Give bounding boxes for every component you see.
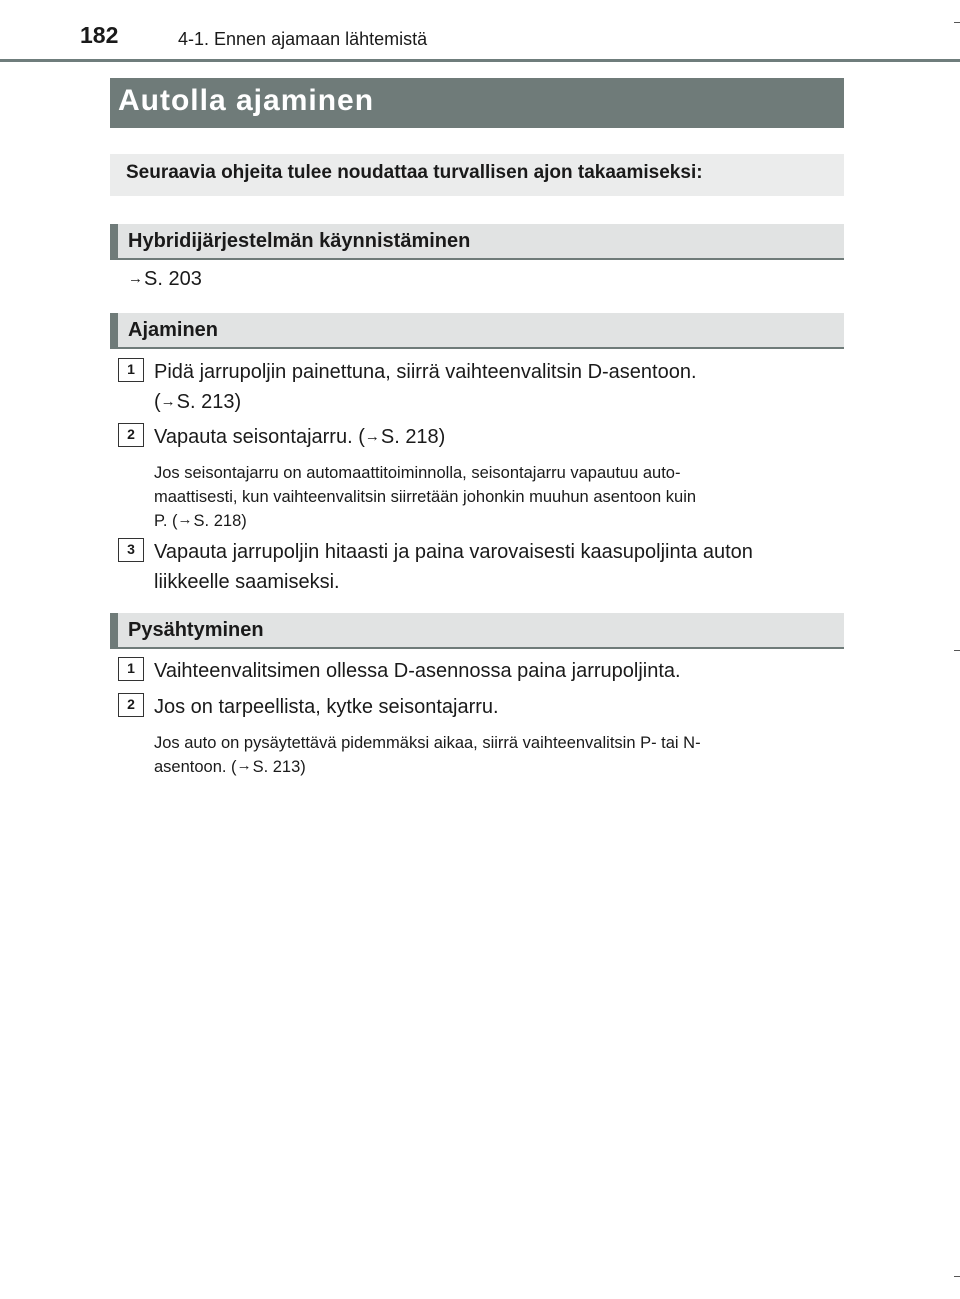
crop-mark: [954, 1276, 960, 1277]
reference-text: S. 213): [252, 758, 306, 776]
step-line: (→S. 213): [154, 387, 844, 419]
reference-text: S. 203: [144, 268, 202, 290]
page-reference[interactable]: [128, 268, 202, 291]
reference-text: S. 213): [176, 391, 242, 413]
intro-box: [110, 154, 844, 196]
note-line: asentoon. (→S. 213): [154, 755, 838, 780]
step-line: liikkeelle saamiseksi.: [154, 571, 340, 593]
arrow-right-icon: →: [177, 511, 193, 528]
crop-mark: [954, 22, 960, 23]
step-line: Vapauta jarrupoljin hitaasti ja paina varovaisesti kaasupoljinta auton: [154, 541, 753, 563]
header-rule: [0, 59, 960, 62]
step-text: Jos on tarpeellista, kytke seisontajarru.: [154, 696, 499, 718]
subheading-text: Ajaminen: [128, 319, 219, 341]
step-number-badge: 1: [118, 358, 144, 382]
page-header: [0, 0, 960, 64]
step-text: Vapauta seisontajarru. (→S. 218): [154, 422, 844, 454]
arrow-right-icon: →: [160, 393, 176, 410]
step-note: [154, 461, 838, 534]
note-line: maattisesti, kun vaihteenvalitsin siirretään johonkin muuhun asentoon kuin: [154, 488, 697, 506]
subheading-stopping: [110, 613, 844, 649]
note-line: P. (→S. 218): [154, 509, 838, 534]
arrow-right-icon: →: [364, 428, 380, 445]
page-title: Autolla ajaminen: [118, 84, 375, 117]
intro-text: Seuraavia ohjeita tulee noudattaa turvallisen ajon takaamiseksi:: [126, 162, 703, 183]
step-note: [154, 731, 838, 780]
note-line: Jos auto on pysäytettävä pidemmäksi aikaa, siirrä vaihteenvalitsin P- tai N-: [154, 734, 701, 752]
step-number-badge: 1: [118, 657, 144, 681]
step-text: [154, 537, 844, 597]
subheading-start: [110, 224, 844, 260]
reference-text: S. 218): [193, 512, 247, 530]
crop-mark: [954, 650, 960, 651]
page-number: 182: [80, 22, 119, 48]
section-reference: 4-1. Ennen ajamaan lähtemistä: [178, 29, 428, 49]
reference-text: S. 218): [380, 426, 446, 448]
subheading-text: Hybridijärjestelmän käynnistäminen: [128, 230, 471, 252]
step-number-badge: 2: [118, 423, 144, 447]
title-bar: [110, 78, 844, 128]
step-line: Pidä jarrupoljin painettuna, siirrä vaihteenvalitsin D-asentoon.: [154, 361, 697, 383]
arrow-right-icon: →: [128, 270, 143, 287]
step-number-badge: 3: [118, 538, 144, 562]
subheading-text: Pysähtyminen: [128, 619, 264, 641]
step-number-badge: 2: [118, 693, 144, 717]
subheading-driving: [110, 313, 844, 349]
step-text: [154, 357, 844, 419]
note-line: Jos seisontajarru on automaattitoiminnolla, seisontajarru vapautuu auto-: [154, 464, 681, 482]
arrow-right-icon: →: [236, 757, 252, 774]
step-text: Vaihteenvalitsimen ollessa D-asennossa paina jarrupoljinta.: [154, 660, 681, 682]
